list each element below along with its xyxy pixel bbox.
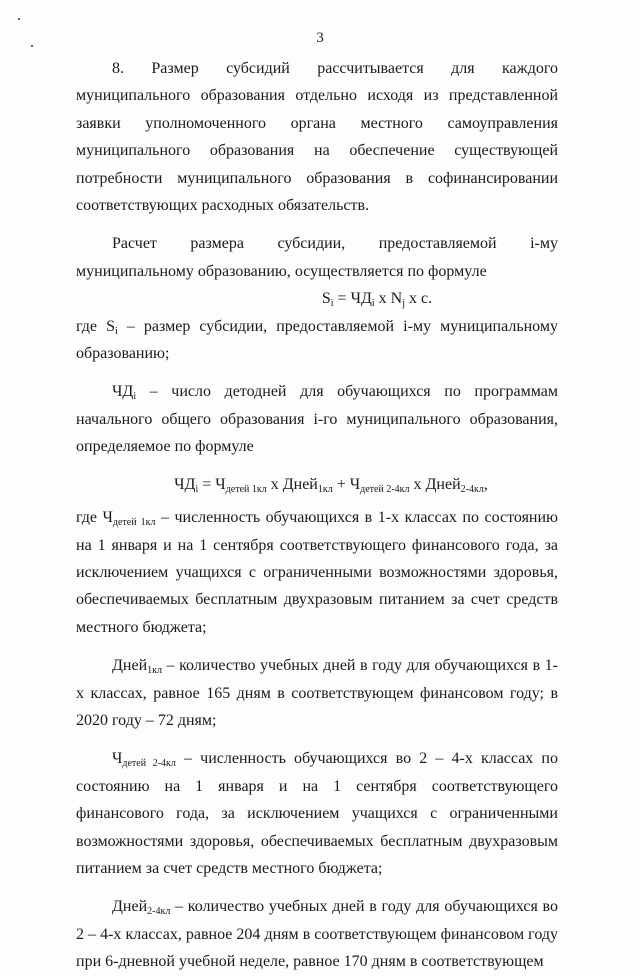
subscript: детей 1кл (225, 483, 267, 495)
term-label: где S (76, 317, 115, 335)
subscript: i (330, 298, 334, 310)
definition-pupils-grades-2-4 (76, 745, 558, 882)
definition-text: – количество учебных дней в году для обучающихся во 2 – 4-х классах, равное 204 дням в соответствующем финансовом году при 6-дневной учебной неделе, равное 170 дням в соответствующем (76, 898, 558, 971)
formula-term: ЧД (174, 475, 196, 493)
formula-term: x Дней (409, 475, 461, 493)
formula-term: , (483, 475, 488, 493)
formula-term: = Ч (198, 475, 226, 493)
formula-subsidy (76, 285, 558, 312)
subscript: i (371, 298, 375, 310)
term-label: Ч (112, 750, 123, 768)
subscript: 2-4кл (147, 906, 171, 918)
formula-term: x Дней (266, 475, 318, 493)
subscript: 1кл (147, 665, 162, 677)
paragraph-subsidy-calculation: Расчет размера субсидии, предоставляемой i-му муниципальному образованию, осуществляется по формуле (76, 235, 558, 280)
subscript: 1кл (317, 483, 333, 495)
definition-pupils-grade-1 (76, 504, 558, 641)
term-label: Дней (112, 657, 148, 675)
definition-text: – численность обучающихся в 1-х классах по состоянию на 1 января и на 1 сентября соответствующего финансового года, за исключением учащихся с ограниченными возможностями здоровья, обеспечиваемых бесплатным двухразовым питанием за счет средств местного бюджета; (76, 509, 558, 636)
definition-text: – количество учебных дней в году для обучающихся в 1-х классах, равное 165 дням в соответствующем финансовом году; в 2020 году – 72 дням; (76, 657, 558, 729)
term-label: ЧД (112, 383, 134, 401)
formula-term: S (321, 290, 331, 308)
definition-child-days (76, 378, 558, 460)
definition-subsidy-size (76, 313, 558, 368)
definition-text: – численность обучающихся во 2 – 4-х классах по состоянию на 1 января и на 1 сентября соответствующего финансового года, за исключением учащихся с ограниченными возможностями здоровья, обеспечиваемых бесплатным двухразовым питанием за счет средств местного бюджета; (76, 750, 558, 877)
formula-term: x N (374, 290, 403, 308)
subscript: детей 2-4кл (360, 483, 410, 495)
subscript: детей 1кл (112, 517, 156, 529)
scan-speck (18, 18, 20, 20)
formula-term: x c. (405, 290, 433, 308)
subscript: 2-4кл (460, 483, 484, 495)
subscript: j (402, 298, 406, 310)
page-number: 3 (316, 30, 324, 46)
paragraph-subsidy-size: 8. Размер субсидий рассчитывается для каждого муниципального образования отдельно исходя из представленной заявки уполномоченного органа местного самоуправления муниципального образования на обеспечение существующей потребности муниципального образования в софинансировании соответствующих расходных обязательств. (76, 60, 558, 215)
definition-text: – размер субсидии, предоставляемой i-му муниципальному образованию; (76, 317, 558, 363)
term-label: где Ч (76, 509, 113, 527)
formula-child-days (76, 471, 558, 498)
definition-days-grades-2-4 (76, 893, 558, 975)
formula-term: = ЧД (333, 290, 372, 308)
subscript: i (114, 325, 118, 337)
document-body (76, 55, 558, 976)
subscript: i (195, 483, 199, 495)
definition-days-grade-1 (76, 652, 558, 734)
formula-term: + Ч (332, 475, 361, 493)
term-label: Дней (112, 898, 148, 916)
subscript: i (133, 391, 137, 403)
definition-text: – число детодней для обучающихся по программам начального общего образования i-го муниципального образования, определяемое по формуле (76, 383, 558, 456)
subscript: детей 2-4кл (122, 758, 176, 770)
